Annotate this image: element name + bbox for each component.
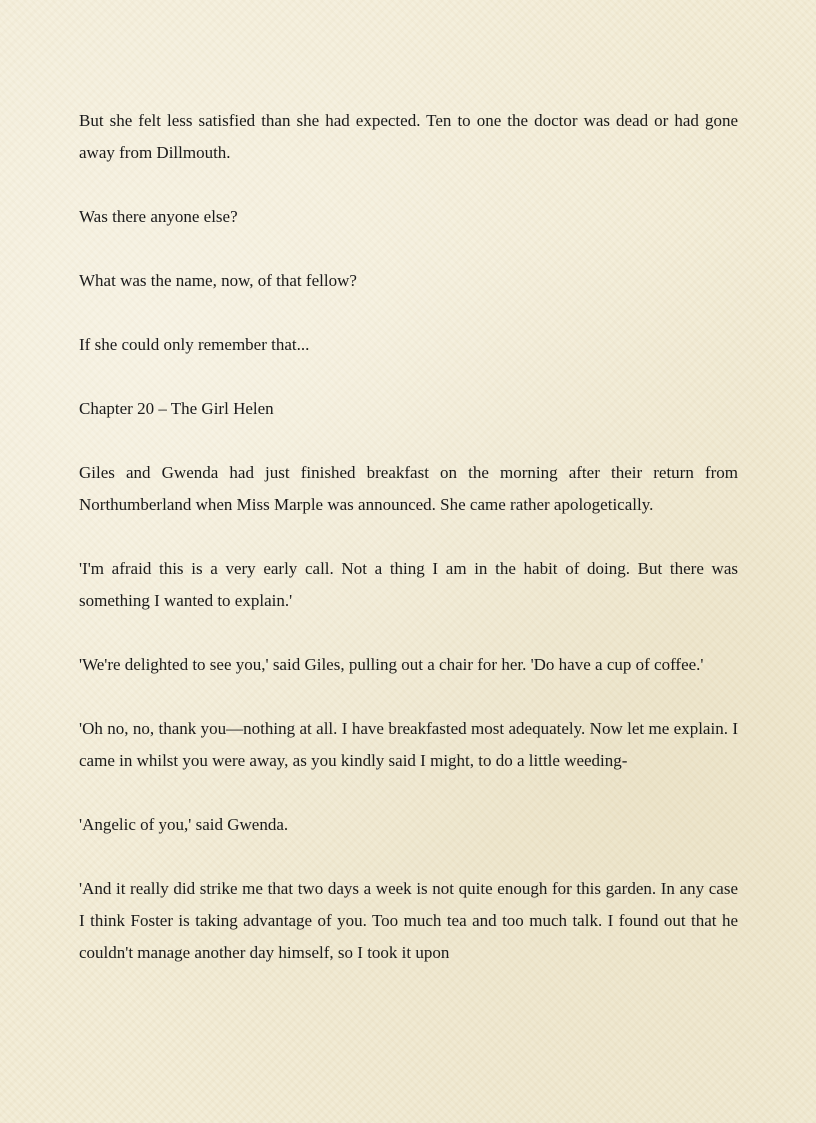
- paragraph: But she felt less satisfied than she had expected. Ten to one the doctor was dead or had gone away from Dillmouth.: [79, 111, 738, 162]
- paragraph: 'Oh no, no, thank you—nothing at all. I have breakfasted most adequately. Now let me explain. I came in whilst you were away, as you kindly said I might, to do a little weeding-: [79, 719, 738, 770]
- paragraph: Giles and Gwenda had just finished breakfast on the morning after their return from Northumberland when Miss Marple was announced. She came rather apologetically.: [79, 463, 738, 514]
- paragraph: 'Angelic of you,' said Gwenda.: [79, 815, 289, 834]
- paragraph: If she could only remember that...: [79, 335, 310, 354]
- paragraph: What was the name, now, of that fellow?: [79, 271, 357, 290]
- paragraph: 'We're delighted to see you,' said Giles, pulling out a chair for her. 'Do have a cup of coffee.': [79, 655, 704, 674]
- chapter-heading: Chapter 20 – The Girl Helen: [79, 399, 274, 418]
- paragraph: 'I'm afraid this is a very early call. Not a thing I am in the habit of doing. But there was something I wanted to explain.': [79, 559, 738, 610]
- paragraph: Was there anyone else?: [79, 207, 238, 226]
- paragraph: 'And it really did strike me that two days a week is not quite enough for this garden. In any case I think Foster is taking advantage of you. Too much tea and too much talk. I found out that he couldn't manage another day himself, so I took it upon: [79, 879, 738, 962]
